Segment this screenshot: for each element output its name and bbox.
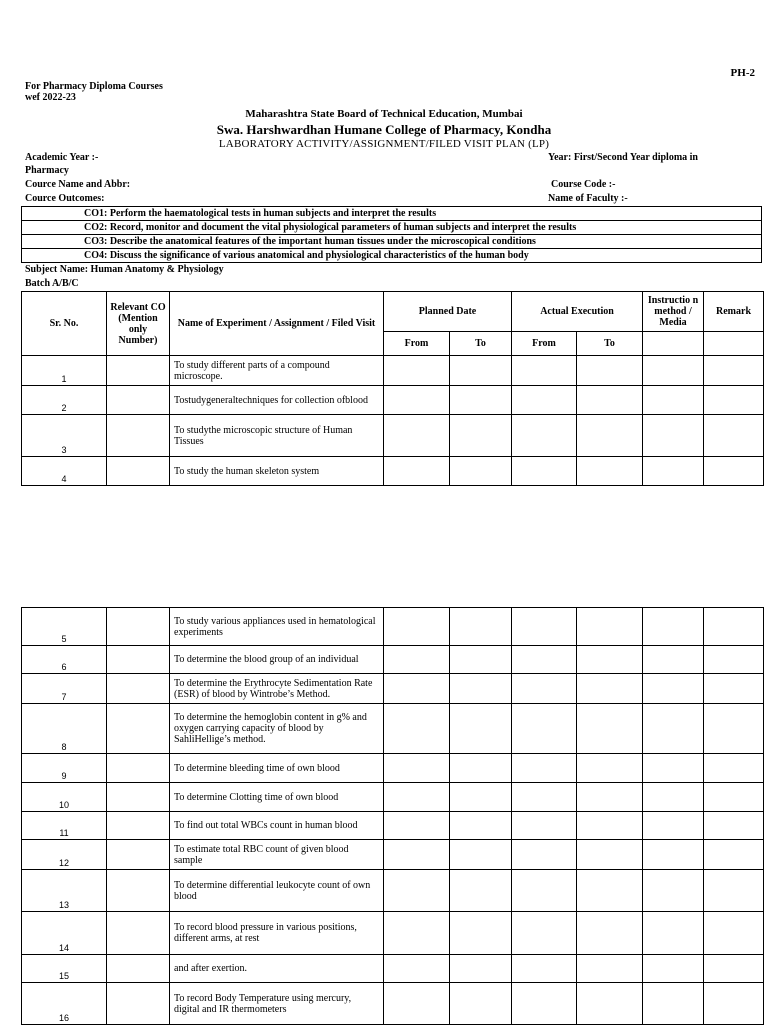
header-actual-from: From <box>512 332 577 356</box>
table-row <box>22 840 764 870</box>
experiment-name: To study various appliances used in hematological experiments <box>170 608 384 646</box>
co1: CO1: Perform the haematological tests in human subjects and interpret the results <box>22 207 761 221</box>
experiment-name: To study the human skeleton system <box>170 457 384 486</box>
table-row <box>22 674 764 704</box>
board-title: Maharashtra State Board of Technical Education, Mumbai <box>245 108 523 120</box>
row-number: 16 <box>22 983 107 1025</box>
row-number: 15 <box>22 955 107 983</box>
page-code: PH-2 <box>730 67 755 79</box>
experiment-name: To find out total WBCs count in human blood <box>170 812 384 840</box>
table-row <box>22 812 764 840</box>
table-row <box>22 870 764 912</box>
experiment-name: To determine the Erythrocyte Sedimentation Rate (ESR) of blood by Wintrobe’s Method. <box>170 674 384 704</box>
header-relevant-co: Relevant CO (Mention only Number) <box>107 292 170 356</box>
header-remark: Remark <box>704 292 764 332</box>
cell-empty <box>704 332 764 356</box>
table-row <box>22 983 764 1025</box>
table-row <box>22 912 764 955</box>
academic-year-label: Academic Year :- <box>25 152 99 163</box>
table-row <box>22 955 764 983</box>
experiment-name: To determine the blood group of an individual <box>170 646 384 674</box>
experiment-name: To record Body Temperature using mercury, digital and IR thermometers <box>170 983 384 1025</box>
experiment-name: Tostudygeneraltechniques for collection ofblood <box>170 386 384 415</box>
experiment-name: To determine the hemoglobin content in g% and oxygen carrying capacity of blood by SahliHellige’s method. <box>170 704 384 754</box>
course-code-label: Course Code :- <box>551 179 616 190</box>
row-number: 12 <box>22 840 107 870</box>
row-number: 4 <box>22 457 107 486</box>
header-experiment-name: Name of Experiment / Assignment / Filed Visit <box>170 292 384 356</box>
pharmacy-label: Pharmacy <box>25 165 69 176</box>
row-number: 7 <box>22 674 107 704</box>
header-sr-no: Sr. No. <box>22 292 107 356</box>
row-number: 6 <box>22 646 107 674</box>
batch-label: Batch A/B/C <box>25 278 79 289</box>
row-number: 8 <box>22 704 107 754</box>
table-row <box>22 457 764 486</box>
row-number: 13 <box>22 870 107 912</box>
course-type-label: For Pharmacy Diploma Courses <box>25 81 163 92</box>
table-row <box>22 754 764 783</box>
experiment-name: and after exertion. <box>170 955 384 983</box>
table-row <box>22 704 764 754</box>
cell-empty <box>643 332 704 356</box>
row-number: 10 <box>22 783 107 812</box>
wef-label: wef 2022-23 <box>25 92 76 103</box>
row-number: 2 <box>22 386 107 415</box>
course-outcomes-box <box>21 206 762 263</box>
table-row <box>22 386 764 415</box>
table-row <box>22 608 764 646</box>
experiment-name: To study different parts of a compound microscope. <box>170 356 384 386</box>
header-instruction-method: Instructio n method / Media <box>643 292 704 332</box>
table-row <box>22 415 764 457</box>
row-number: 3 <box>22 415 107 457</box>
row-number: 11 <box>22 812 107 840</box>
table-row <box>22 646 764 674</box>
header-actual-execution: Actual Execution <box>512 292 643 332</box>
plan-title: LABORATORY ACTIVITY/ASSIGNMENT/FILED VISIT PLAN (LP) <box>218 138 550 150</box>
subject-name: Subject Name: Human Anatomy & Physiology <box>25 264 224 275</box>
header-planned-to: To <box>450 332 512 356</box>
experiment-name: To record blood pressure in various positions, different arms, at rest <box>170 912 384 955</box>
experiment-name: To determine differential leukocyte count of own blood <box>170 870 384 912</box>
co4: CO4: Discuss the significance of various anatomical and physiological characteristics of the human body <box>22 249 761 263</box>
row-number: 5 <box>22 608 107 646</box>
course-outcomes-label: Cource Outcomes: <box>25 193 105 204</box>
row-number: 1 <box>22 356 107 386</box>
experiment-name: To determine bleeding time of own blood <box>170 754 384 783</box>
faculty-label: Name of Faculty :- <box>548 193 628 204</box>
lab-plan-table-2 <box>21 607 764 1025</box>
row-number: 14 <box>22 912 107 955</box>
course-name-label: Cource Name and Abbr: <box>25 179 131 190</box>
table-row <box>22 356 764 386</box>
header-planned-from: From <box>384 332 450 356</box>
header-planned-date: Planned Date <box>384 292 512 332</box>
table-row <box>22 783 764 812</box>
co2: CO2: Record, monitor and document the vital physiological parameters of human subjects and interpret the results <box>22 221 761 235</box>
year-label: Year: First/Second Year diploma in <box>548 152 698 163</box>
experiment-name: To estimate total RBC count of given blood sample <box>170 840 384 870</box>
row-number: 9 <box>22 754 107 783</box>
experiment-name: To studythe microscopic structure of Human Tissues <box>170 415 384 457</box>
co3: CO3: Describe the anatomical features of the important human tissues under the microscopical conditions <box>22 235 761 249</box>
lab-plan-table-1 <box>21 291 764 486</box>
header-actual-to: To <box>577 332 643 356</box>
college-title: Swa. Harshwardhan Humane College of Pharmacy, Kondha <box>216 122 552 137</box>
experiment-name: To determine Clotting time of own blood <box>170 783 384 812</box>
